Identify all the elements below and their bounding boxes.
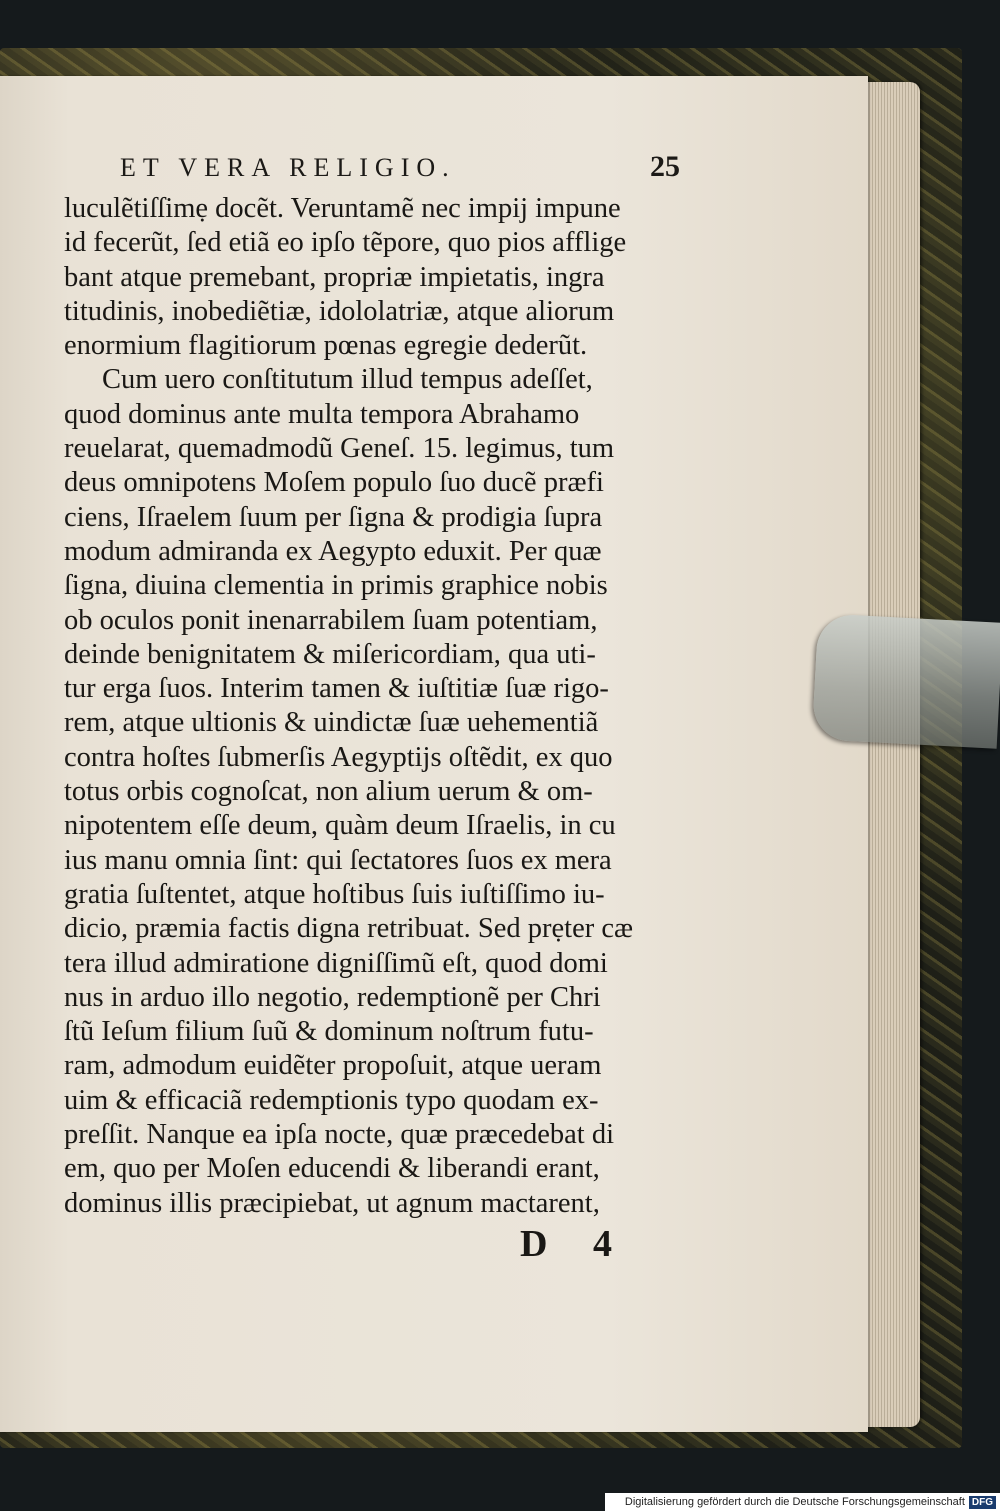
text-line: ſigna, diuina clementia in primis graphice nobis — [64, 570, 608, 602]
text-line: nipotentem eſſe deum, quàm deum Iſraelis, in cu — [64, 810, 616, 842]
text-line: bant atque premebant, propriæ impietatis, ingra — [64, 261, 605, 293]
text-line: em, quo per Moſen educendi & liberandi erant, — [64, 1153, 600, 1185]
text-line: contra hoſtes ſubmerſis Aegyptijs oſtẽdit, ex quo — [64, 741, 613, 773]
text-line: reuelarat, quemadmodũ Geneſ. 15. legimus, tum — [64, 433, 615, 465]
text-line: dicio, præmia factis digna retribuat. Sed prẹter cæ — [64, 913, 634, 945]
running-head-title: ET VERA RELIGIO. — [120, 153, 456, 182]
text-line: dominus illis præcipiebat, ut agnum mactarent, — [64, 1187, 600, 1219]
text-line: gratia ſuſtentet, atque hoſtibus ſuis iuſtiſſimo iu- — [64, 878, 605, 910]
text-line: Cum uero conſtitutum illud tempus adeſſet, — [102, 364, 593, 396]
text-line: ius manu omnia ſint: qui ſectatores ſuos ex mera — [64, 844, 612, 876]
text-line: tur erga ſuos. Interim tamen & iuſtitiæ ſuæ rigo- — [64, 673, 609, 705]
text-line: ob oculos ponit inenarrabilem ſuam potentiam, — [64, 604, 598, 636]
text-line: ram, admodum euidẽter propoſuit, atque ueram — [64, 1050, 602, 1082]
text-line: nus in arduo illo negotio, redemptionẽ per Chri — [64, 981, 601, 1013]
text-line: modum admiranda ex Aegypto eduxit. Per quæ — [64, 535, 602, 567]
dfg-logo-icon: DFG — [969, 1496, 996, 1509]
text-line: tera illud admiratione digniſſimũ eſt, quod domi — [64, 947, 608, 979]
footer-credit: Digitalisierung gefördert durch die Deutsche Forschungsgemeinschaft — [624, 1496, 965, 1508]
text-line: preſſit. Nanque ea ipſa nocte, quæ præcedebat di — [64, 1119, 615, 1151]
body-text — [64, 192, 684, 1221]
text-line: enormium flagitiorum pœnas egregie dederũt. — [64, 330, 588, 362]
text-line: totus orbis cognoſcat, non alium uerum & om- — [64, 776, 593, 808]
text-line: id fecerũt, ſed etiã eo ipſo tẽpore, quo pios afflige — [64, 227, 627, 259]
text-line: deus omnipotens Moſem populo ſuo ducẽ præfi — [64, 467, 604, 499]
text-line: rem, atque ultionis & uindictæ ſuæ uehementiã — [64, 707, 599, 739]
text-line: luculẽtiſſimẹ docẽt. Veruntamẽ nec impij impune — [64, 193, 621, 224]
page-number: 25 — [650, 150, 680, 183]
text-line: titudinis, inobediẽtiæ, idololatriæ, atque aliorum — [64, 295, 615, 327]
text-line: deinde benignitatem & miſericordiam, qua uti- — [64, 638, 596, 670]
page-clip — [812, 613, 1000, 749]
text-line: ſtũ Ieſum filium ſuũ & dominum noſtrum futu- — [64, 1016, 594, 1048]
text-line: quod dominus ante multa tempora Abrahamo — [64, 398, 580, 430]
running-head — [120, 150, 680, 184]
text-line: ciens, Iſraelem ſuum per ſigna & prodigia ſupra — [64, 501, 603, 533]
signature-mark: D 4 — [520, 1223, 630, 1265]
digitization-footer — [605, 1493, 1000, 1511]
text-line: uim & efficaciã redemptionis typo quodam ex- — [64, 1084, 599, 1116]
